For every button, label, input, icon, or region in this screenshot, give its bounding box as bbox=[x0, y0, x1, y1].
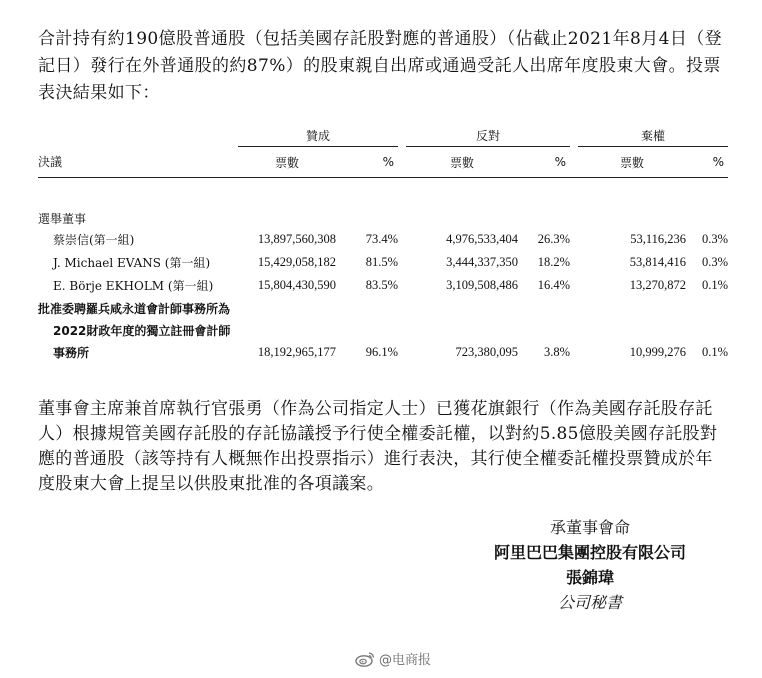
for-pct: 96.1% bbox=[365, 345, 398, 359]
for-pct: 83.5% bbox=[365, 278, 398, 292]
header-against: 反對 bbox=[406, 124, 570, 147]
abstain-pct: 0.1% bbox=[701, 278, 728, 292]
table-row bbox=[38, 228, 728, 251]
against-pct: 18.2% bbox=[537, 255, 570, 269]
resolution-name: E. Börje EKHOLM (第一組) bbox=[53, 279, 214, 293]
auditor-row-line1 bbox=[38, 297, 728, 319]
abstain-pct: 0.3% bbox=[701, 255, 728, 269]
for-votes: 15,429,058,182 bbox=[257, 255, 336, 269]
header-for: 贊成 bbox=[238, 124, 398, 147]
abstain-votes: 53,814,416 bbox=[629, 255, 686, 269]
against-votes: 3,109,508,486 bbox=[446, 278, 518, 292]
table-row bbox=[38, 251, 728, 274]
for-votes: 13,897,560,308 bbox=[257, 232, 336, 246]
resolution-name: 蔡崇信(第一組) bbox=[53, 233, 135, 247]
weibo-icon bbox=[355, 651, 375, 667]
abstain-votes: 10,999,276 bbox=[629, 345, 686, 359]
against-votes: 3,444,337,350 bbox=[446, 255, 518, 269]
abstain-votes: 53,116,236 bbox=[630, 232, 686, 246]
against-pct: 16.4% bbox=[537, 278, 570, 292]
header-against-votes: 票數 bbox=[406, 147, 518, 178]
abstain-pct: 0.3% bbox=[701, 232, 728, 246]
signatory-name: 張錦瑋 bbox=[565, 568, 614, 587]
company-name: 阿里巴巴集團控股有限公司 bbox=[493, 543, 686, 562]
signature-line1: 承董事會命 bbox=[549, 518, 630, 537]
header-abstain-votes: 票數 bbox=[578, 147, 686, 178]
header-for-votes: 票數 bbox=[238, 147, 336, 178]
for-pct: 73.4% bbox=[365, 232, 398, 246]
auditor-resolution-line1: 批准委聘羅兵咸永道會計師事務所為 bbox=[38, 301, 231, 316]
outro-paragraph: 董事會主席兼首席執行官張勇（作為公司指定人士）已獲花旗銀行（作為美國存託股存託人）根據規管美國存託股的存託協議授予行使全權委託權，以對約5.85億股美國存託股對應的普通股（該等持有人概無作出投票指示）進行表決，其行使全權委託權投票贊成於年度股東大會上提呈以供股東批准的各項議案。 bbox=[38, 399, 718, 494]
intro-paragraph: 合計持有約190億股普通股（包括美國存託股對應的普通股）（佔截止2021年8月4日（登記日）發行在外普通股的約87%）的股東親自出席或通過受託人出席年度股東大會。投票表決結果如下： bbox=[38, 29, 723, 103]
watermark-text: @电商报 bbox=[379, 653, 432, 668]
header-resolution: 決議 bbox=[38, 147, 238, 178]
abstain-votes: 13,270,872 bbox=[629, 278, 686, 292]
against-pct: 26.3% bbox=[537, 232, 570, 246]
table-row bbox=[38, 274, 728, 297]
section-title: 選舉董事 bbox=[38, 211, 87, 226]
signatory-role: 公司秘書 bbox=[557, 593, 622, 612]
auditor-row-line2 bbox=[38, 319, 728, 341]
group-header-row bbox=[38, 124, 728, 147]
against-votes: 4,976,533,404 bbox=[446, 232, 518, 246]
signature-block bbox=[470, 515, 710, 615]
section-row bbox=[38, 208, 728, 228]
abstain-pct: 0.1% bbox=[701, 345, 728, 359]
header-abstain: 棄權 bbox=[578, 124, 728, 147]
sub-header-row bbox=[38, 147, 728, 178]
against-pct: 3.8% bbox=[543, 345, 570, 359]
for-votes: 15,804,430,590 bbox=[257, 278, 336, 292]
header-against-pct: % bbox=[518, 147, 570, 178]
for-pct: 81.5% bbox=[365, 255, 398, 269]
voting-results-table bbox=[38, 124, 728, 364]
resolution-name: J. Michael EVANS (第一組) bbox=[53, 256, 211, 270]
auditor-resolution-line2: 2022財政年度的獨立註冊會計師 bbox=[53, 323, 231, 338]
watermark bbox=[355, 649, 431, 668]
auditor-resolution-line3: 事務所 bbox=[53, 346, 90, 360]
against-votes: 723,380,095 bbox=[455, 345, 518, 359]
header-for-pct: % bbox=[336, 147, 398, 178]
header-abstain-pct: % bbox=[686, 147, 728, 178]
table-row bbox=[38, 341, 728, 364]
for-votes: 18,192,965,177 bbox=[257, 345, 336, 359]
